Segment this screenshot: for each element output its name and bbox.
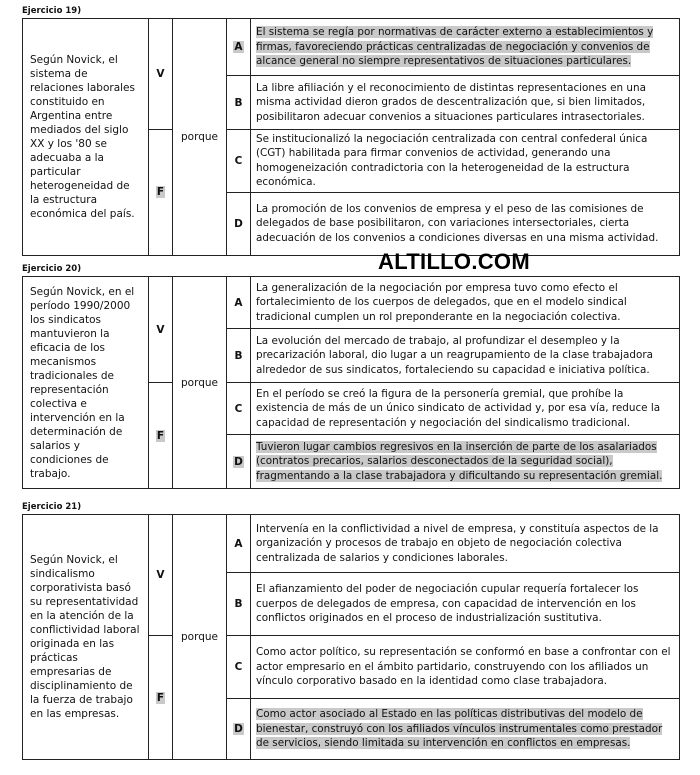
- option-text-a: La generalización de la negociación por empresa tuvo como efecto el fortalecimiento de los cuerpos de delegados, que en el modelo sindical tradicional cumplen un rol preponderante en la negociación colectiva.: [251, 277, 680, 329]
- exercise-table-19: [22, 18, 680, 256]
- statement: Según Novick, en el período 1990/2000 los sindicatos mantuvieron la eficacia de los mecanismos tradicionales de representación colectiva e intervención en la determinación de salarios y condiciones de trabajo.: [23, 277, 149, 489]
- option-letter-b: B: [227, 329, 251, 383]
- option-text-b: El afianzamiento del poder de negociación cupular requería fortalecer los cuerpos de delegados de empresa, con capacidad de intervención en los conflictos originados en el proceso de industrialización sustitutiva.: [251, 573, 680, 636]
- option-text-b: La evolución del mercado de trabajo, al profundizar el desempleo y la precarización laboral, dio lugar a un reagrupamiento de la clase trabajadora alrededor de sus sindicatos, fortaleciendo su capacidad e iniciativa política.: [251, 329, 680, 383]
- option-letter-a: A: [227, 277, 251, 329]
- option-letter-a: A: [227, 515, 251, 573]
- exercise-title-21: Ejercicio 21): [22, 502, 82, 512]
- option-letter-c: C: [227, 636, 251, 699]
- true-marker: V: [149, 19, 173, 130]
- exercise-table-21: [22, 514, 680, 760]
- option-letter-d: D: [227, 435, 251, 489]
- statement: Según Novick, el sindicalismo corporativista basó su representatividad en la atención de la conflictividad laboral originada en las prácticas empresarias de disciplinamiento de la fuerza de trabajo en las empresas.: [23, 515, 149, 760]
- statement: Según Novick, el sistema de relaciones laborales constituido en Argentina entre mediados del siglo XX y los '80 se adecuaba a la particular heterogeneidad de la estructura económica del país.: [23, 19, 149, 256]
- option-text-a: El sistema se regía por normativas de carácter externo a establecimientos y firmas, favoreciendo prácticas centralizadas de negociación y convenios de alcance general no siempre representativos de situaciones particulares.: [251, 19, 680, 76]
- option-text-c: Como actor político, su representación se conformó en base a confrontar con el actor empresario en el ámbito partidario, construyendo con los afiliados un vínculo corporativo basado en la identidad como clase trabajadora.: [251, 636, 680, 699]
- option-text-c: Se institucionalizó la negociación centralizada con central confederal única (CGT) habilitada para firmar convenios de actividad, generando una homogeneización contradictoria con la heterogeneidad de la estructura económica.: [251, 130, 680, 193]
- exercise-title-20: Ejercicio 20): [22, 264, 82, 274]
- option-letter-a: A: [227, 19, 251, 76]
- porque-label: porque: [173, 277, 227, 489]
- false-marker: F: [149, 636, 173, 760]
- option-letter-c: C: [227, 130, 251, 193]
- porque-label: porque: [173, 515, 227, 760]
- option-text-d: Como actor asociado al Estado en las políticas distributivas del modelo de bienestar, construyó con los afiliados vínculos instrumentales como prestador de servicios, siendo limitada su intervención en conflictos en empresas.: [251, 699, 680, 760]
- option-text-c: En el período se creó la figura de la personería gremial, que prohíbe la existencia de más de un único sindicato de actividad y, por esa vía, reduce la capacidad de representación y negociación del sindicalismo tradicional.: [251, 383, 680, 435]
- option-letter-b: B: [227, 573, 251, 636]
- option-letter-b: B: [227, 76, 251, 130]
- option-letter-d: D: [227, 699, 251, 760]
- option-text-b: La libre afiliación y el reconocimiento de distintas representaciones en una misma actividad dieron grados de descentralización que, si bien limitados, posibilitaron adecuar convenios a situaciones particulares intrasectoriales.: [251, 76, 680, 130]
- option-text-d: Tuvieron lugar cambios regresivos en la inserción de parte de los asalariados (contratos precarios, salarios desconectados de la seguridad social), fragmentando a la clase trabajadora y dificultando su representación gremial.: [251, 435, 680, 489]
- false-marker: F: [149, 130, 173, 256]
- true-marker: V: [149, 515, 173, 636]
- true-marker: V: [149, 277, 173, 383]
- porque-label: porque: [173, 19, 227, 256]
- exercise-table-20: [22, 276, 680, 489]
- option-letter-c: C: [227, 383, 251, 435]
- option-text-d: La promoción de los convenios de empresa y el peso de las comisiones de delegados de base posibilitaron, con variaciones intersectoriales, cierta adecuación de los convenios a condiciones diversas en una misma actividad.: [251, 192, 680, 255]
- option-letter-d: D: [227, 192, 251, 255]
- option-text-a: Intervenía en la conflictividad a nivel de empresa, y constituía aspectos de la organización y procesos de trabajo en objeto de negociación colectiva centralizada de salarios y condiciones laborales.: [251, 515, 680, 573]
- false-marker: F: [149, 383, 173, 489]
- exercise-title-19: Ejercicio 19): [22, 6, 82, 16]
- watermark-logo: ALTILLO.COM: [378, 249, 530, 274]
